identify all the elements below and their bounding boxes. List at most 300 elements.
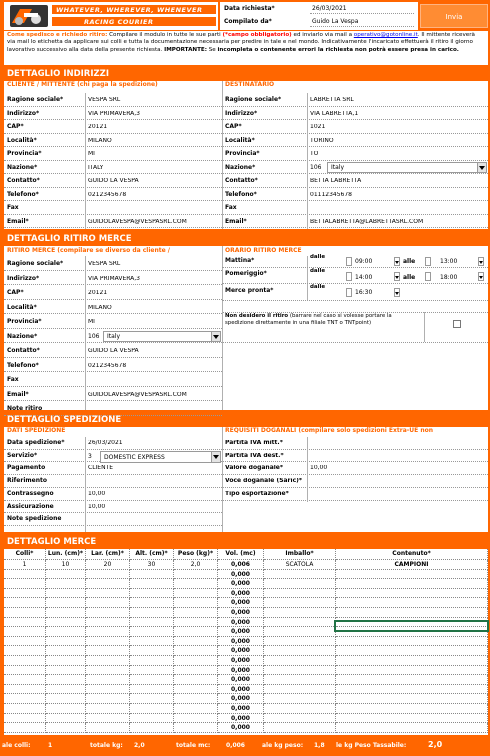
goods-cell[interactable]: 1 — [4, 560, 46, 570]
goods-cell[interactable]: CAMPIONI — [336, 560, 488, 570]
table-row — [4, 646, 488, 656]
request-date-field[interactable]: 26/03/2021 — [310, 4, 414, 14]
goods-cell[interactable] — [86, 598, 130, 608]
recipient-province-label: Provincia* — [225, 150, 260, 157]
recipient-country-code[interactable]: 106 — [310, 163, 322, 171]
goods-cell[interactable] — [46, 570, 86, 580]
shipment-insurance-field[interactable]: 10,00 — [88, 503, 106, 510]
goods-cell[interactable] — [130, 723, 174, 733]
goods-header-0: Colli* — [4, 549, 46, 560]
sender-city-field[interactable]: MILANO — [88, 137, 112, 144]
goods-cell[interactable] — [4, 704, 46, 714]
pickup-address-field[interactable]: VIA PRIMAVERA,3 — [88, 275, 140, 282]
customs-column-divider — [307, 437, 308, 502]
shipment-row-line — [4, 500, 222, 501]
total-mc-label: totale mc: — [176, 742, 211, 749]
recipient-contact-field[interactable]: BETTA LABRETTA — [310, 178, 362, 184]
goods-cell[interactable] — [130, 637, 174, 647]
instructions-box — [4, 31, 488, 65]
recipient-city-label: Località* — [225, 136, 255, 144]
goods-cell[interactable] — [4, 685, 46, 695]
goods-cell[interactable] — [130, 608, 174, 618]
logo-banner — [4, 2, 218, 30]
goods-cell[interactable] — [336, 723, 488, 733]
goods-cell[interactable] — [130, 714, 174, 724]
afternoon-to-time[interactable]: 18:00 — [440, 274, 458, 281]
recipient-zip-field[interactable]: 1021 — [310, 124, 326, 130]
shipment-row-line — [4, 525, 222, 526]
sender-address-label: Indirizzo* — [7, 109, 40, 117]
ready-spacer — [346, 288, 352, 297]
sender-contact-field[interactable]: GUIDO LA VESPA — [88, 178, 139, 184]
goods-cell[interactable] — [174, 685, 218, 695]
pickup-column-divider — [85, 256, 86, 410]
goods-section-title: DETTAGLIO MERCE — [7, 537, 97, 547]
morning-from-time[interactable]: 09:00 — [355, 258, 373, 265]
goods-cell[interactable] — [4, 666, 46, 676]
goods-cell[interactable] — [264, 627, 336, 637]
taxable-weight-label: le kg Peso Tassabile: — [336, 742, 407, 749]
customs-customs-code-label: Voce doganale (Saric)* — [225, 478, 303, 485]
pickup-contact-label: Contatto* — [7, 347, 40, 354]
pickup-email-label: Email* — [7, 390, 29, 398]
goods-cell[interactable] — [336, 704, 488, 714]
shipment-row-line — [4, 474, 222, 475]
send-button[interactable]: Invia — [420, 4, 488, 28]
sender-phone-field[interactable]: 0212345678 — [88, 191, 127, 198]
goods-cell[interactable] — [4, 714, 46, 724]
shipment-date-label: Data spedizione* — [7, 439, 65, 446]
goods-cell[interactable] — [174, 598, 218, 608]
goods-cell[interactable] — [86, 570, 130, 580]
goods-cell[interactable] — [86, 666, 130, 676]
pickup-country-select[interactable] — [103, 331, 221, 342]
morning-to-time[interactable]: 13:00 — [440, 258, 458, 265]
time-row-line — [222, 267, 488, 268]
goods-cell[interactable] — [86, 675, 130, 685]
goods-cell[interactable]: 20 — [86, 560, 130, 570]
recipient-address-label: Indirizzo* — [225, 109, 258, 117]
goods-cell[interactable] — [130, 694, 174, 704]
goods-cell[interactable] — [4, 618, 46, 628]
recipient-email-field[interactable]: BETTALABRETTA@LABRETTASRL.COM — [310, 218, 424, 225]
goods-cell[interactable] — [336, 685, 488, 695]
goods-cell: 0,000 — [218, 618, 264, 628]
goods-cell[interactable] — [46, 646, 86, 656]
goods-cell[interactable] — [86, 714, 130, 724]
table-row — [4, 714, 488, 724]
goods-cell[interactable] — [46, 627, 86, 637]
address-middle-divider — [222, 81, 223, 229]
goods-cell[interactable] — [130, 570, 174, 580]
sender-fax-label: Fax — [7, 204, 19, 211]
goods-cell: 0,000 — [218, 694, 264, 704]
shipment-date-field[interactable]: 26/03/2021 — [88, 440, 123, 446]
goods-cell[interactable] — [46, 579, 86, 589]
table-row — [4, 685, 488, 695]
afternoon-to-arrow[interactable] — [478, 272, 484, 281]
service-code[interactable]: 3 — [88, 453, 92, 460]
goods-cell[interactable] — [4, 608, 46, 618]
goods-cell[interactable] — [174, 570, 218, 580]
ready-time[interactable]: 16:30 — [355, 289, 373, 296]
recipient-address-field[interactable]: VIA LABRETTA,1 — [310, 110, 359, 117]
morning-from-arrow[interactable] — [394, 257, 400, 266]
goods-cell: 0,006 — [218, 560, 264, 570]
goods-cell[interactable] — [46, 656, 86, 666]
goods-cell[interactable] — [86, 685, 130, 695]
total-colli-value: 1 — [48, 742, 53, 749]
customs-row-line — [222, 474, 488, 475]
recipient-country-select[interactable] — [327, 162, 487, 173]
sender-phone-label: Telefono* — [7, 190, 39, 198]
goods-cell[interactable] — [264, 704, 336, 714]
goods-cell[interactable] — [264, 579, 336, 589]
pickup-row-line — [4, 386, 222, 387]
pickup-notes-label: Note ritiro — [7, 405, 43, 412]
morning-to-arrow[interactable] — [478, 257, 484, 266]
pickup-row-line — [4, 400, 222, 401]
goods-cell: 0,000 — [218, 666, 264, 676]
table-row — [4, 598, 488, 608]
goods-header-2: Lar. (cm)* — [86, 549, 130, 560]
pickup-contact-field[interactable]: GUIDO LA VESPA — [88, 348, 139, 354]
customs-vat-sender-label: Partita IVA mitt.* — [225, 440, 283, 446]
morning-label: Mattina* — [225, 257, 255, 264]
goods-cell[interactable] — [264, 637, 336, 647]
pickup-province-field[interactable]: MI — [88, 319, 95, 325]
address-row-line — [4, 160, 488, 161]
goods-cell[interactable]: 30 — [130, 560, 174, 570]
goods-cell[interactable] — [130, 598, 174, 608]
goods-cell[interactable] — [336, 637, 488, 647]
goods-cell[interactable] — [174, 579, 218, 589]
goods-cell[interactable] — [86, 637, 130, 647]
goods-cell[interactable] — [264, 675, 336, 685]
address-row-line — [4, 200, 488, 201]
ready-from-label: dalle — [310, 284, 326, 290]
shipment-notes-label: Note spedizione — [7, 515, 62, 523]
goods-cell[interactable] — [264, 618, 336, 628]
goods-cell[interactable] — [4, 637, 46, 647]
sender-city-label: Località* — [7, 136, 37, 144]
goods-cell[interactable] — [336, 656, 488, 666]
operations-email-link[interactable]: operativo@gotonline.it — [353, 32, 418, 38]
goods-header-4: Peso (kg)* — [174, 549, 218, 560]
shipment-data-title: DATI SPEDIZIONE — [7, 427, 66, 434]
goods-cell[interactable] — [174, 608, 218, 618]
recipient-phone-label: Telefono* — [225, 190, 257, 198]
recipient-email-label: Email* — [225, 217, 247, 225]
goods-cell: 0,000 — [218, 646, 264, 656]
goods-cell[interactable] — [46, 714, 86, 724]
afternoon-from-arrow[interactable] — [394, 272, 400, 281]
goods-cell[interactable] — [174, 714, 218, 724]
address-row-line — [4, 214, 488, 215]
goods-cell[interactable] — [130, 704, 174, 714]
no-pickup-label: Non desidero il ritiro — [225, 313, 289, 319]
morning-from-label: dalle — [310, 254, 326, 260]
goods-cell[interactable] — [46, 666, 86, 676]
goods-cell[interactable] — [130, 675, 174, 685]
goods-cell[interactable] — [174, 675, 218, 685]
goods-cell[interactable] — [264, 714, 336, 724]
goods-cell: 0,000 — [218, 656, 264, 666]
sender-company-label: Ragione sociale* — [7, 96, 64, 103]
address-row-line — [4, 119, 488, 120]
addresses-section-title: DETTAGLIO INDIRIZZI — [7, 69, 110, 79]
goods-cell[interactable] — [264, 694, 336, 704]
pickup-row-line — [4, 284, 222, 285]
recipient-title: DESTINATARIO — [225, 81, 275, 88]
shipment-payment-field[interactable]: CLIENTE — [88, 465, 114, 472]
pickup-city-field[interactable]: MILANO — [88, 304, 112, 311]
pickup-zip-field[interactable]: 20121 — [88, 290, 108, 296]
goods-cell[interactable] — [336, 646, 488, 656]
pickup-middle-divider — [222, 246, 223, 301]
goods-cell[interactable] — [4, 589, 46, 599]
pickup-country-label: Nazione* — [7, 332, 38, 340]
pickup-section-title: DETTAGLIO RITIRO MERCE — [7, 234, 132, 244]
goods-cell[interactable] — [86, 704, 130, 714]
service-dropdown-arrow[interactable] — [211, 452, 220, 462]
goods-cell[interactable] — [336, 598, 488, 608]
shipment-cod-label: Contrassegno — [7, 489, 54, 497]
goods-cell[interactable] — [264, 656, 336, 666]
goods-cell[interactable] — [46, 637, 86, 647]
goods-cell[interactable] — [174, 627, 218, 637]
recipient-zip-label: CAP* — [225, 123, 242, 130]
pickup-country-code[interactable]: 106 — [88, 332, 100, 340]
recipient-province-field[interactable]: TO — [310, 151, 319, 157]
goods-cell[interactable] — [130, 589, 174, 599]
goods-cell[interactable] — [336, 579, 488, 589]
goods-cell[interactable] — [130, 618, 174, 628]
pickup-row-line — [4, 299, 222, 300]
table-row — [4, 579, 488, 589]
pickup-country-arrow[interactable] — [211, 332, 220, 341]
goods-cell[interactable] — [46, 694, 86, 704]
goods-cell[interactable] — [86, 656, 130, 666]
goods-header-7: Contenuto* — [336, 549, 488, 560]
goods-cell[interactable] — [264, 570, 336, 580]
no-pickup-checkbox[interactable] — [453, 320, 461, 328]
pickup-row-line — [4, 313, 222, 314]
pickup-time-divider — [307, 256, 308, 301]
goods-cell[interactable] — [174, 666, 218, 676]
service-name: DOMESTIC EXPRESS — [104, 454, 165, 461]
table-row — [4, 637, 488, 647]
sender-title: CLIENTE / MITTENTE (chi paga la spedizione) — [7, 81, 158, 88]
address-row-line — [4, 173, 488, 174]
selected-cell[interactable] — [334, 620, 489, 632]
goods-cell[interactable] — [336, 694, 488, 704]
goods-cell[interactable] — [264, 646, 336, 656]
pickup-row-line — [4, 342, 222, 343]
goods-cell[interactable] — [264, 608, 336, 618]
goods-cell[interactable] — [130, 579, 174, 589]
goods-cell[interactable] — [86, 694, 130, 704]
table-row — [4, 666, 488, 676]
recipient-country-arrow[interactable] — [477, 163, 486, 172]
goods-cell[interactable] — [4, 723, 46, 733]
goods-cell[interactable] — [4, 570, 46, 580]
goods-cell[interactable] — [4, 598, 46, 608]
goods-cell: 0,000 — [218, 608, 264, 618]
goods-cell[interactable] — [336, 589, 488, 599]
goods-cell[interactable] — [46, 608, 86, 618]
customs-vat-recipient-label: Partita IVA dest.* — [225, 452, 284, 459]
goods-cell[interactable] — [46, 618, 86, 628]
slogan: WHATEVER, WHEREVER, WHENEVER — [56, 6, 203, 14]
goods-cell[interactable] — [86, 618, 130, 628]
sender-company-field[interactable]: VESPA SRL — [88, 97, 121, 103]
compiled-by-label: Compilato da* — [224, 18, 272, 25]
goods-cell[interactable] — [130, 685, 174, 695]
courier-logo-icon — [10, 5, 48, 27]
goods-cell[interactable] — [336, 608, 488, 618]
goods-cell[interactable] — [264, 589, 336, 599]
compiled-by-field[interactable]: Guido La Vespa — [310, 17, 414, 27]
goods-cell[interactable] — [46, 675, 86, 685]
sender-address-field[interactable]: VIA PRIMAVERA,3 — [88, 110, 140, 117]
goods-cell[interactable] — [336, 714, 488, 724]
goods-cell[interactable]: 10 — [46, 560, 86, 570]
goods-cell[interactable] — [174, 589, 218, 599]
sender-email-field[interactable]: GUIDOLAVESPA@VESPASRL.COM — [88, 218, 187, 225]
pickup-country-value: Italy — [107, 332, 121, 340]
recipient-phone-field[interactable]: 01112345678 — [310, 191, 352, 198]
instructions-warning: incompleta o contenente errori la richiesta non potrà essere presa in carico. — [217, 46, 459, 53]
shipment-cod-field[interactable]: 10,00 — [88, 490, 106, 497]
pickup-company-field[interactable]: VESPA SRL — [88, 261, 121, 267]
goods-cell[interactable] — [4, 675, 46, 685]
customs-customs-value-field[interactable]: 10,00 — [310, 465, 328, 472]
goods-cell[interactable] — [86, 589, 130, 599]
goods-cell[interactable] — [46, 589, 86, 599]
goods-cell[interactable] — [174, 637, 218, 647]
goods-cell[interactable] — [130, 656, 174, 666]
goods-cell[interactable] — [86, 723, 130, 733]
goods-cell[interactable] — [336, 666, 488, 676]
goods-cell: 0,000 — [218, 685, 264, 695]
sender-country-field[interactable]: ITALY — [88, 164, 104, 171]
shipment-reference-label: Riferimento — [7, 477, 47, 485]
goods-cell[interactable] — [264, 685, 336, 695]
goods-header-6: Imballo* — [264, 549, 336, 560]
goods-cell[interactable] — [86, 579, 130, 589]
pickup-email-field[interactable]: GUIDOLAVESPA@VESPASRL.COM — [88, 391, 187, 398]
instructions-text-3: . Il mittente riceverà via mail lo etichetta da applicare sui colli e tutta la documentazione necessaria per predire in tale e nel — [7, 32, 475, 46]
goods-cell[interactable] — [174, 646, 218, 656]
pickup-address-label: Indirizzo* — [7, 274, 40, 282]
pickup-company-label: Ragione sociale* — [7, 260, 64, 267]
pickup-phone-field[interactable]: 0212345678 — [88, 362, 127, 369]
goods-cell: 0,000 — [218, 675, 264, 685]
goods-cell[interactable] — [264, 723, 336, 733]
table-row — [4, 560, 488, 570]
goods-cell[interactable] — [86, 627, 130, 637]
goods-cell[interactable] — [174, 656, 218, 666]
total-kg-value: 2,0 — [134, 742, 145, 749]
taxable-weight-value: 2,0 — [428, 740, 443, 749]
pickup-city-label: Località* — [7, 303, 37, 311]
instructions-text-2: ed inviarlo via mail a — [291, 32, 353, 38]
goods-cell: 0,000 — [218, 714, 264, 724]
goods-cell[interactable] — [4, 656, 46, 666]
pickup-row-line — [4, 328, 222, 329]
sender-column-divider — [85, 93, 86, 229]
goods-cell[interactable] — [46, 685, 86, 695]
goods-cell[interactable]: SCATOLA — [264, 560, 336, 570]
goods-cell[interactable] — [46, 704, 86, 714]
goods-cell[interactable] — [174, 618, 218, 628]
recipient-column-divider — [307, 93, 308, 229]
shipment-middle-divider — [222, 427, 223, 532]
goods-cell[interactable] — [46, 723, 86, 733]
goods-cell: 0,000 — [218, 627, 264, 637]
goods-cell[interactable] — [4, 579, 46, 589]
table-row — [4, 694, 488, 704]
address-row-line — [4, 227, 488, 228]
time-row-line — [222, 300, 488, 301]
pickup-row-line — [4, 270, 222, 271]
goods-cell[interactable] — [130, 627, 174, 637]
goods-header-3: Alt. (cm)* — [130, 549, 174, 560]
goods-header-1: Lun. (cm)* — [46, 549, 86, 560]
goods-cell[interactable] — [336, 570, 488, 580]
customs-row-line — [222, 487, 488, 488]
goods-cell[interactable] — [174, 694, 218, 704]
ready-label: Merce pronta* — [225, 287, 274, 294]
address-row-line — [4, 187, 488, 188]
goods-cell[interactable] — [336, 675, 488, 685]
afternoon-to-label: alle — [403, 274, 416, 281]
goods-cell[interactable] — [46, 598, 86, 608]
goods-cell[interactable]: 2,0 — [174, 560, 218, 570]
goods-cell[interactable] — [130, 646, 174, 656]
afternoon-from-time[interactable]: 14:00 — [355, 274, 373, 281]
sender-province-field[interactable]: MI — [88, 151, 95, 157]
goods-cell[interactable] — [4, 646, 46, 656]
table-row — [4, 608, 488, 618]
goods-cell[interactable] — [4, 694, 46, 704]
ready-arrow[interactable] — [394, 288, 400, 297]
table-row — [4, 723, 488, 733]
goods-cell[interactable] — [130, 666, 174, 676]
table-row — [4, 675, 488, 685]
recipient-city-field[interactable]: TORINO — [310, 137, 334, 144]
recipient-country-label: Nazione* — [225, 163, 256, 171]
weight-ratio-value: 1,8 — [314, 742, 325, 749]
table-row — [4, 570, 488, 580]
goods-cell[interactable] — [86, 608, 130, 618]
sender-zip-field[interactable]: 20121 — [88, 124, 108, 130]
recipient-company-field[interactable]: LABRETTA SRL — [310, 97, 354, 103]
service-select[interactable] — [100, 451, 221, 463]
table-row — [4, 589, 488, 599]
instructions-text: Compilare il modulo in tutte le sue parti — [107, 32, 223, 38]
goods-cell[interactable] — [4, 627, 46, 637]
goods-cell: 0,000 — [218, 598, 264, 608]
table-row — [4, 704, 488, 714]
goods-cell[interactable] — [174, 704, 218, 714]
goods-cell[interactable] — [86, 646, 130, 656]
goods-cell[interactable] — [264, 666, 336, 676]
goods-cell[interactable] — [174, 723, 218, 733]
goods-cell[interactable] — [264, 598, 336, 608]
morning-to-label: alle — [403, 258, 416, 265]
